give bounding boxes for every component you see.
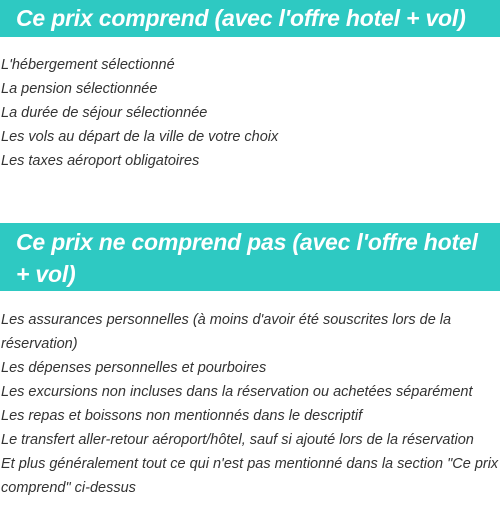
list-item: Les repas et boissons non mentionnés dans le descriptif (1, 408, 363, 424)
list-item: Le transfert aller-retour aéroport/hôtel, sauf si ajouté lors de la réservation (1, 432, 474, 448)
excluded-list (0, 308, 500, 500)
list-item: La pension sélectionnée (1, 81, 158, 97)
included-list (0, 53, 500, 173)
list-item: Les assurances personnelles (à moins d'avoir été souscrites lors de la réservation) (1, 312, 452, 352)
included-section-title: Ce prix comprend (avec l'offre hotel + vol) (0, 0, 500, 37)
list-item: Les vols au départ de la ville de votre choix (1, 129, 279, 145)
list-item: Les excursions non incluses dans la réservation ou achetées séparément (1, 384, 473, 400)
list-item: La durée de séjour sélectionnée (1, 105, 208, 121)
excluded-section-title: Ce prix ne comprend pas (avec l'offre hotel + vol) (0, 223, 500, 291)
list-item: Les taxes aéroport obligatoires (1, 153, 200, 169)
list-item: L'hébergement sélectionné (1, 57, 175, 73)
list-item: Les dépenses personnelles et pourboires (1, 360, 267, 376)
list-item: Et plus généralement tout ce qui n'est pas mentionné dans la section "Ce prix comprend" ci-dessus (1, 456, 499, 496)
